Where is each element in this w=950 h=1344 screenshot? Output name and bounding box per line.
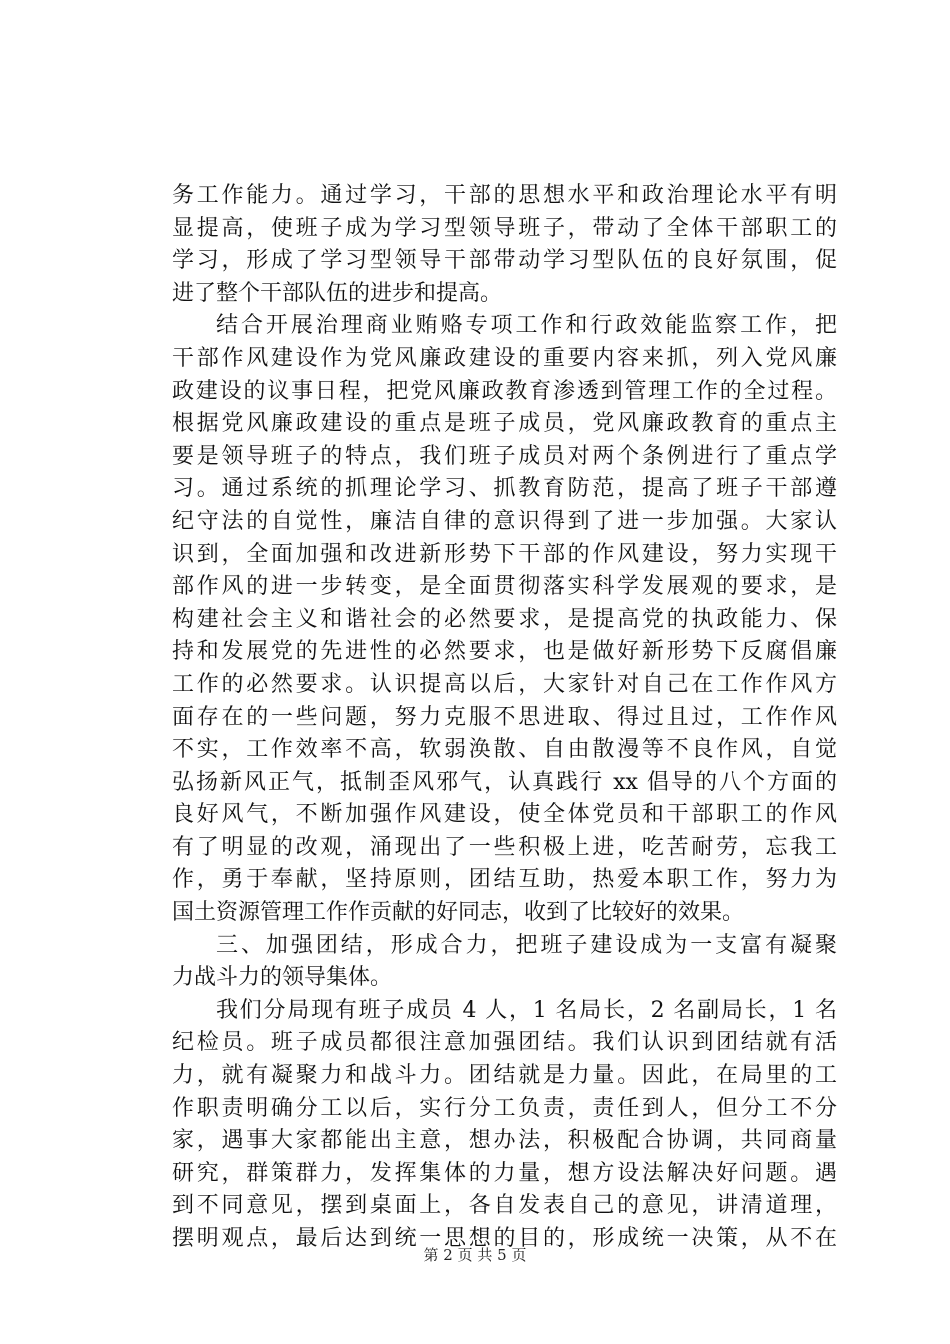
text-line: 识到，全面加强和改进新形势下干部的作风建设，努力实现干 (172, 541, 837, 567)
text-line: 构建社会主义和谐社会的必然要求，是提高党的执政能力、保 (172, 606, 837, 632)
text-line: 学习，形成了学习型领导干部带动学习型队伍的良好氛围，促 (172, 248, 837, 274)
text-line: 持和发展党的先进性的必然要求，也是做好新形势下反腐倡廉 (172, 639, 837, 665)
text-line: 工作的必然要求。认识提高以后，大家针对自己在工作作风方 (172, 671, 837, 697)
text-line: 不实，工作效率不高，软弱涣散、自由散漫等不良作风，自觉 (172, 737, 837, 763)
text-line: 进了整个干部队伍的进步和提高。 (172, 280, 503, 306)
text-line: 纪检员。班子成员都很注意加强团结。我们认识到团结就有活 (172, 1030, 837, 1056)
text-line: 务工作能力。通过学习，干部的思想水平和政治理论水平有明 (172, 183, 837, 208)
body-text (172, 180, 837, 1256)
text-line: 有了明显的改观，涌现出了一些积极上进，吃苦耐劳，忘我工 (172, 834, 837, 860)
text-line: 政建设的议事日程，把党风廉政教育渗透到管理工作的全过程。 (172, 378, 837, 404)
text-line: 弘扬新风正气，抵制歪风邪气，认真践行 xx 倡导的八个方面的 (172, 769, 837, 795)
text-line: 家，遇事大家都能出主意，想办法，积极配合协调，共同商量 (172, 1128, 837, 1154)
page-number-footer: 第 2 页 共 5 页 (423, 1246, 527, 1264)
text-line: 良好风气，不断加强作风建设，使全体党员和干部职工的作风 (172, 802, 837, 828)
text-line: 部作风的进一步转变，是全面贯彻落实科学发展观的要求，是 (172, 574, 837, 600)
text-line: 到不同意见，摆到桌面上，各自发表自己的意见，讲清道理， (172, 1193, 837, 1219)
section-heading-line: 力战斗力的领导集体。 (172, 965, 393, 991)
text-line: 力，就有凝聚力和战斗力。团结就是力量。因此，在局里的工 (172, 1063, 837, 1089)
text-line: 作职责明确分工以后，实行分工负责，责任到人，但分工不分 (172, 1095, 837, 1121)
section-heading-line: 三、加强团结，形成合力，把班子建设成为一支富有凝聚 (216, 932, 837, 958)
text-line: 结合开展治理商业贿赂专项工作和行政效能监察工作，把 (216, 313, 837, 339)
text-line: 作，勇于奉献，坚持原则，团结互助，热爱本职工作，努力为 (172, 867, 837, 893)
text-line: 纪守法的自觉性，廉洁自律的意识得到了进一步加强。大家认 (172, 508, 837, 534)
text-line: 我们分局现有班子成员 4 人，1 名局长，2 名副局长，1 名 (216, 997, 837, 1023)
text-line: 要是领导班子的特点，我们班子成员对两个条例进行了重点学 (172, 443, 837, 469)
text-line: 根据党风廉政建设的重点是班子成员，党风廉政教育的重点主 (172, 411, 837, 437)
text-line: 国土资源管理工作作贡献的好同志，收到了比较好的效果。 (172, 900, 745, 926)
text-line: 面存在的一些问题，努力克服不思进取、得过且过，工作作风 (172, 704, 837, 730)
text-line: 研究，群策群力，发挥集体的力量，想方设法解决好问题。遇 (172, 1160, 837, 1186)
text-line: 显提高，使班子成为学习型领导班子，带动了全体干部职工的 (172, 215, 837, 241)
text-line: 干部作风建设作为党风廉政建设的重要内容来抓，列入党风廉 (172, 345, 837, 371)
text-line: 摆明观点，最后达到统一思想的目的，形成统一决策，从不在 (172, 1226, 837, 1251)
text-line: 习。通过系统的抓理论学习、抓教育防范，提高了班子干部遵 (172, 476, 837, 502)
